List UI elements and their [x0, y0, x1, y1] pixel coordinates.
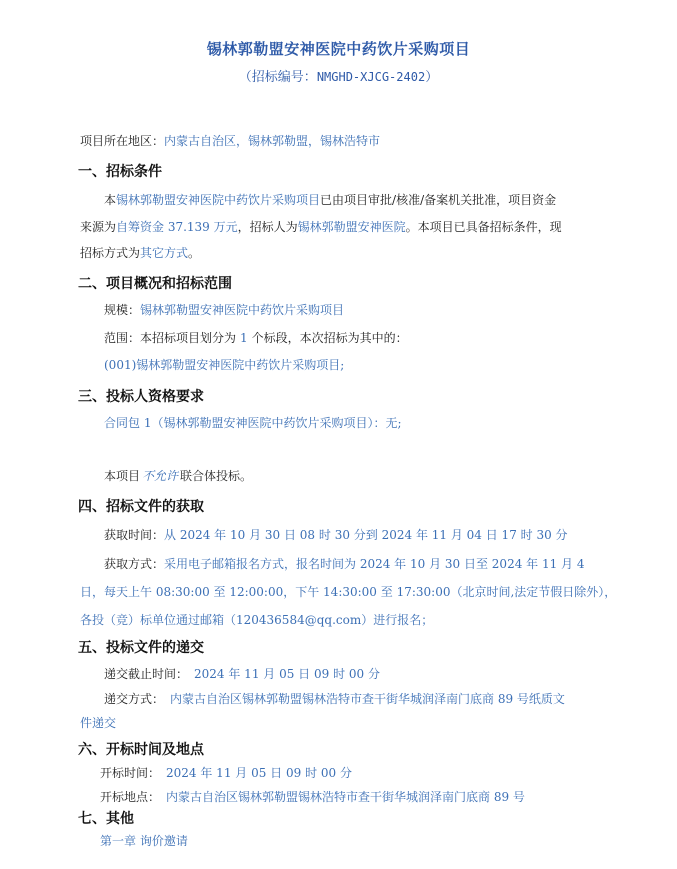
bid-number-prefix: （招标编号： — [238, 70, 317, 85]
section-7-heading: 七、其他 — [78, 811, 134, 827]
s5-submit-method-line-1 — [104, 691, 565, 707]
s1-tender-method: 其它方式 — [140, 246, 189, 260]
joint-status: 不允许 — [142, 469, 179, 483]
s1-para-line-3 — [80, 245, 200, 261]
s4-obtain-method-line-3: 各投（竞）标单位通过邮箱（120436584@qq.com）进行报名； — [80, 613, 434, 627]
scale-label: 规模： — [104, 303, 141, 317]
bid-number: NMGHD-XJCG-2402 — [316, 70, 426, 84]
submit-method-label: 递交方式： — [104, 692, 165, 706]
project-location — [80, 133, 380, 149]
document-title: 锡林郭勒盟安神医院中药饮片采购项目 — [206, 40, 471, 58]
s1-text: 。 — [188, 246, 201, 260]
range-text: 个标段，本次招标为其中的： — [251, 331, 408, 345]
open-place-label: 开标地点： — [100, 790, 161, 804]
s3-joint-bid — [104, 468, 252, 484]
s1-text: 本 — [104, 193, 117, 207]
s2-scale — [104, 302, 344, 318]
open-time-value: 2024 年 11 月 05 日 09 时 00 分 — [166, 766, 352, 780]
scale-value: 锡林郭勒盟安神医院中药饮片采购项目 — [140, 303, 345, 317]
s4-obtain-method-line-2: 日，每天上午 08:30:00 至 12:00:00，下午 14:30:00 至 17:30:00（北京时间,法定节假日除外）， — [80, 585, 617, 599]
submit-method-text: 内蒙古自治区锡林郭勒盟锡林浩特市查干街华城润泽南门底商 89 号纸质文 — [170, 692, 565, 706]
open-place-value: 内蒙古自治区锡林郭勒盟锡林浩特市查干街华城润泽南门底商 89 号 — [166, 790, 525, 804]
bid-number-suffix: ） — [425, 70, 439, 85]
location-value: 内蒙古自治区，锡林郭勒盟，锡林浩特市 — [164, 134, 381, 148]
s1-project-name: 锡林郭勒盟安神医院中药饮片采购项目 — [116, 193, 321, 207]
s1-text: ，招标人为 — [237, 220, 298, 234]
joint-text: 本项目 — [104, 469, 141, 483]
s4-obtain-method-line-1 — [104, 556, 585, 572]
obtain-time-label: 获取时间： — [104, 528, 165, 542]
bid-number-line — [0, 66, 677, 85]
s3-package-requirement: 合同包 1（锡林郭勒盟安神医院中药饮片采购项目）：无; — [104, 416, 402, 430]
s6-open-time — [100, 765, 352, 781]
s1-tenderer: 锡林郭勒盟安神医院 — [297, 220, 406, 234]
s1-text: 来源为 — [80, 220, 117, 234]
range-text: 范围：本招标项目划分为 — [104, 331, 237, 345]
deadline-label: 递交截止时间： — [104, 667, 189, 681]
s1-fund-source: 自筹资金 37.139 万元 — [116, 220, 238, 234]
deadline-value: 2024 年 11 月 05 日 09 时 00 分 — [194, 667, 380, 681]
s6-open-place — [100, 789, 525, 805]
section-5-heading: 五、投标文件的递交 — [78, 640, 204, 656]
s5-submit-method-line-2: 件递交 — [80, 716, 117, 730]
section-4-heading: 四、招标文件的获取 — [78, 499, 204, 515]
section-6-heading: 六、开标时间及地点 — [78, 742, 204, 758]
s1-text: 招标方式为 — [80, 246, 141, 260]
obtain-method-text: 采用电子邮箱报名方式，报名时间为 2024 年 10 月 30 日至 2024 年 11 月 4 — [164, 557, 585, 571]
section-3-heading: 三、投标人资格要求 — [78, 389, 204, 405]
section-1-heading: 一、招标条件 — [78, 164, 162, 180]
s1-para-line-1 — [104, 192, 556, 208]
joint-text: 联合体投标。 — [180, 469, 253, 483]
s1-text: 。本项目已具备招标条件，现 — [405, 220, 562, 234]
lot-count: 1 — [240, 331, 248, 345]
s7-item: 第一章 询价邀请 — [100, 834, 188, 848]
s2-lot-item: (001)锡林郭勒盟安神医院中药饮片采购项目; — [104, 358, 345, 372]
location-label: 项目所在地区： — [80, 134, 165, 148]
s1-text: 已由项目审批/核准/备案机关批准，项目资金 — [320, 193, 557, 207]
s2-range — [104, 330, 408, 346]
open-time-label: 开标时间： — [100, 766, 161, 780]
section-2-heading: 二、项目概况和招标范围 — [78, 276, 232, 292]
obtain-method-label: 获取方式： — [104, 557, 165, 571]
obtain-time-value: 从 2024 年 10 月 30 日 08 时 30 分到 2024 年 11 月 04 日 17 时 30 分 — [164, 528, 568, 542]
s1-para-line-2 — [80, 219, 562, 235]
s4-obtain-time — [104, 527, 568, 543]
s5-deadline — [104, 666, 380, 682]
